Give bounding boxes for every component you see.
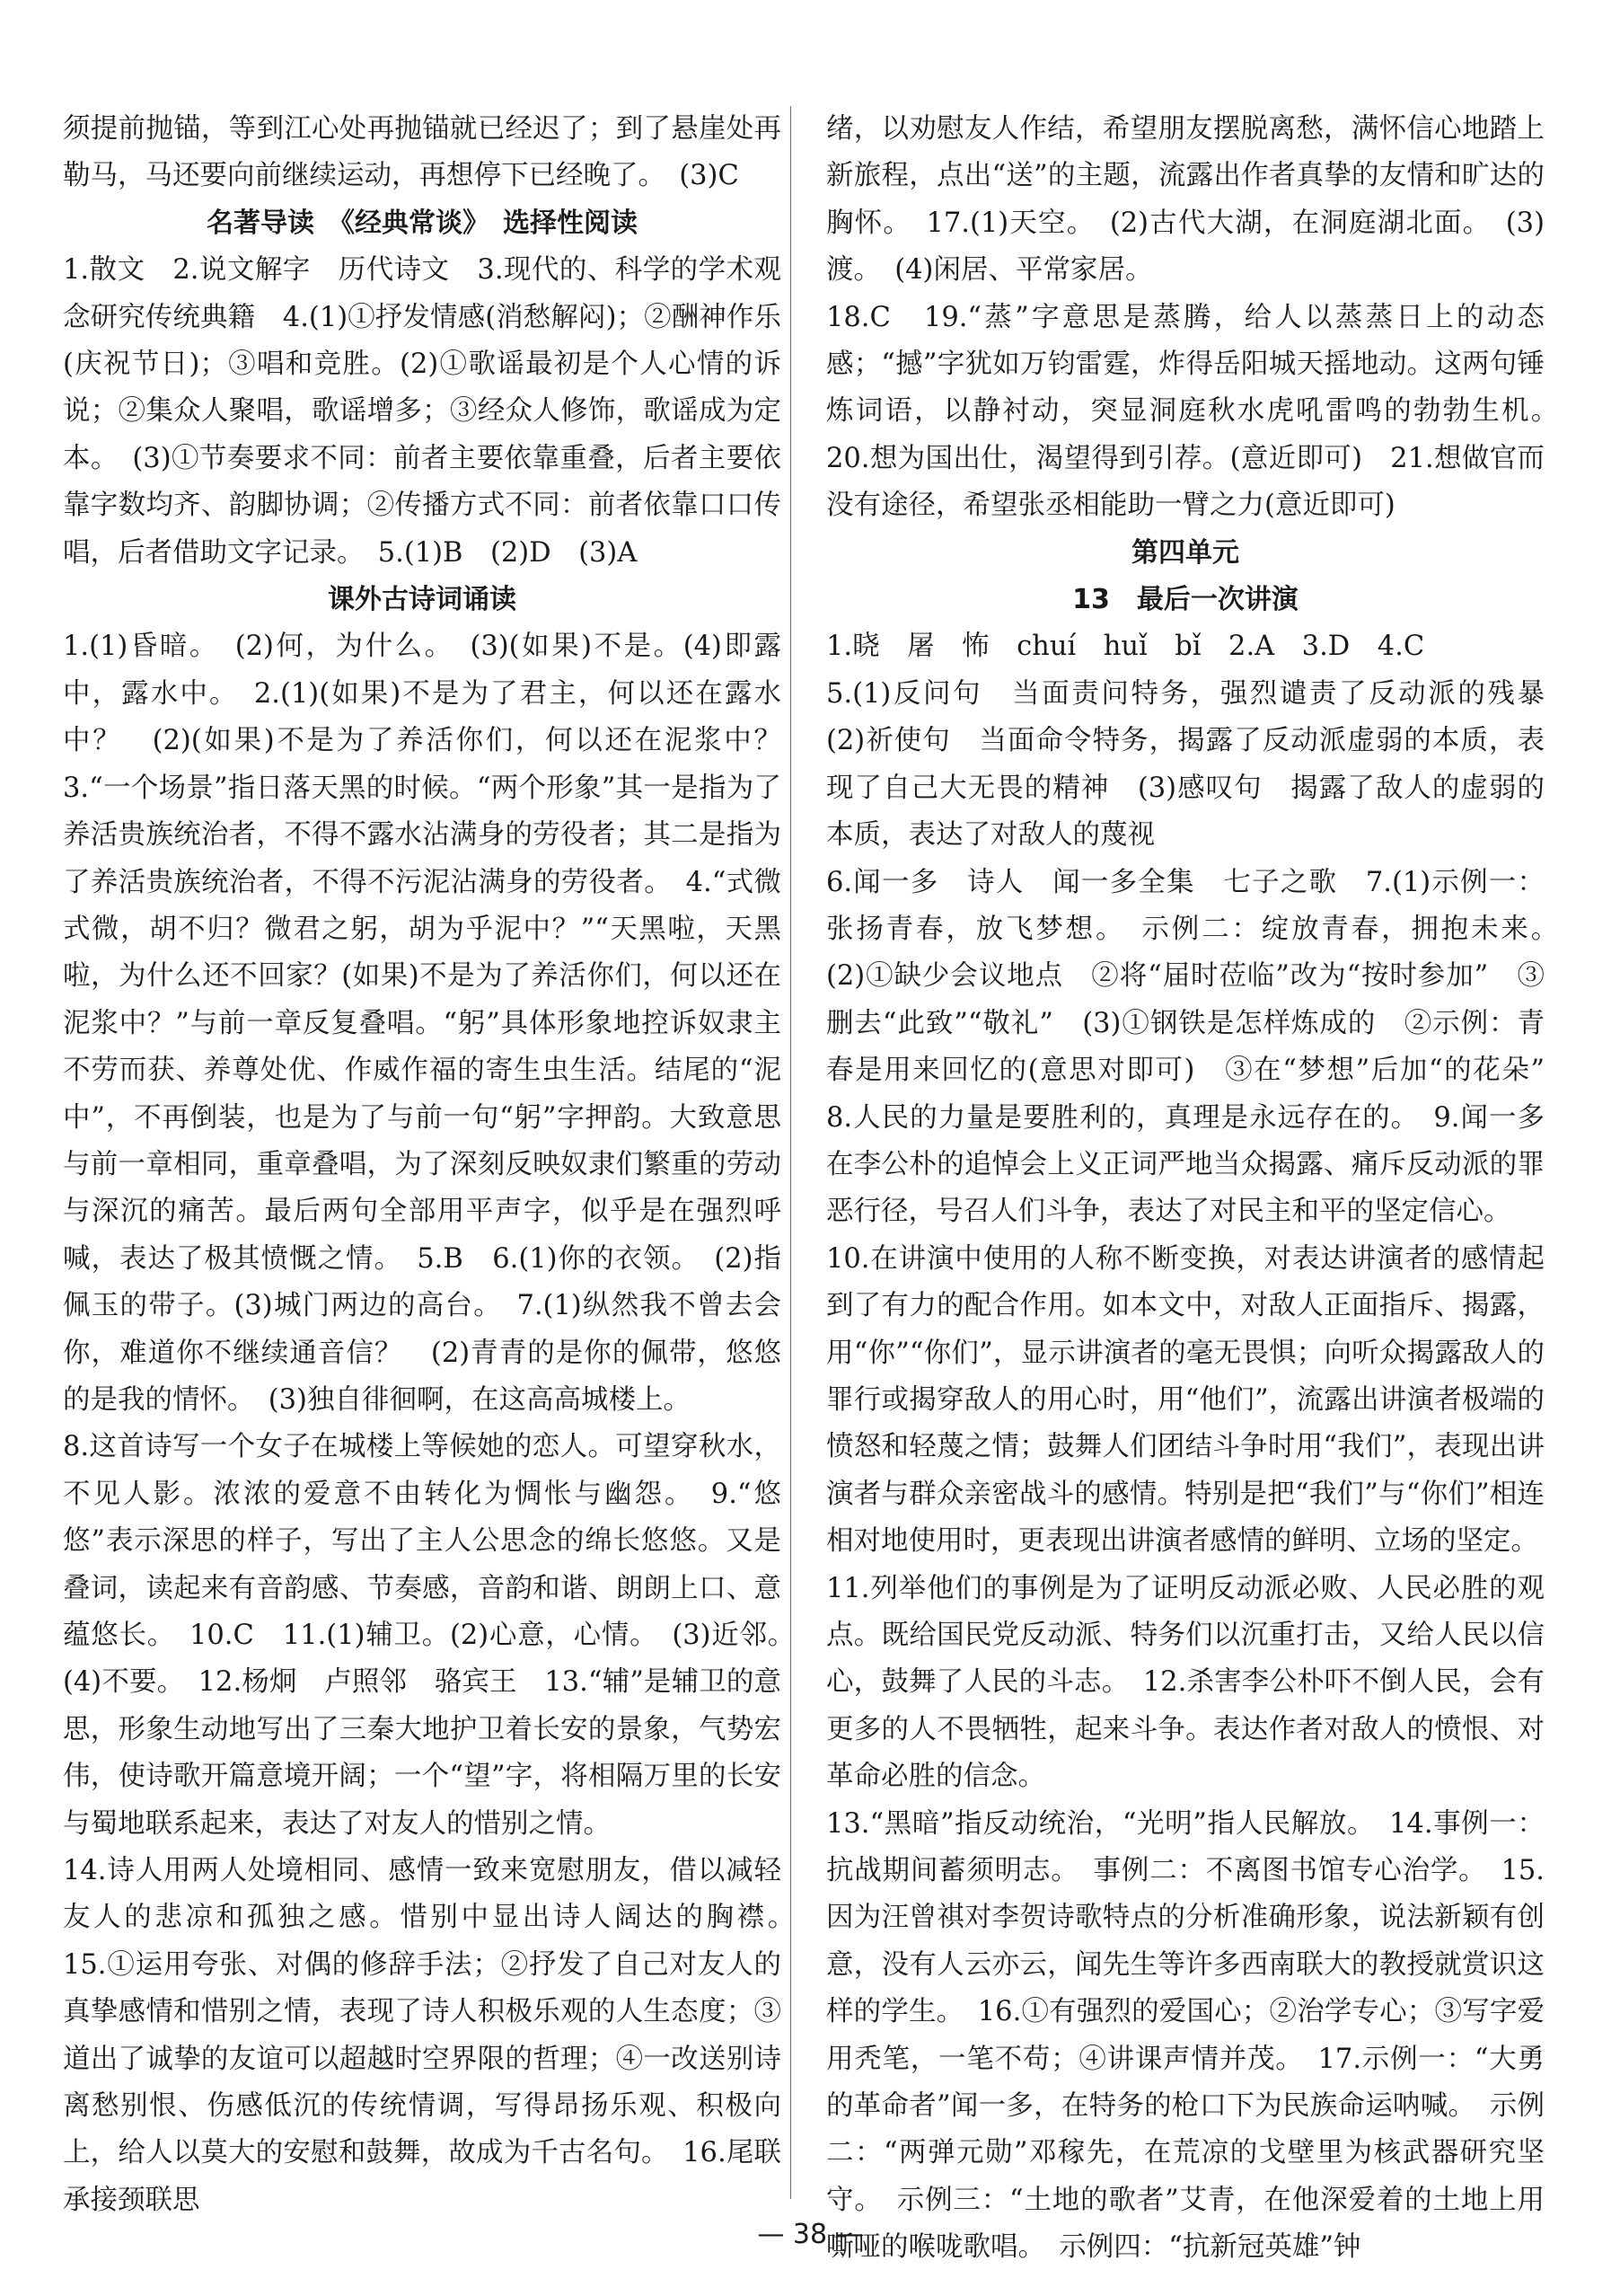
answer-paragraph: 绪，以劝慰友人作结，希望朋友摆脱离愁，满怀信心地踏上新旅程，点出“送”的主题，流露出作者真挚的友情和旷达的胸怀。 17.(1)天空。 (2)古代大湖，在洞庭湖北面。 (3)渡。 (4)闲居、平常家居。: [826, 113, 1545, 287]
section-heading: 名著导读 《经典常谈》 选择性阅读: [207, 207, 638, 239]
answer-paragraph: 11.列举他们的事例是为了证明反动派必败、人民必胜的观点。既给国民党反动派、特务们以沉重打击，又给人民以信心，鼓舞了人民的斗志。 12.杀害李公朴吓不倒人民，会有更多的人不畏牺牲，起来斗争。表达作者对敌人的愤恨、对革命必胜的信念。: [826, 1572, 1545, 1793]
answer-paragraph: 13.“黑暗”指反动统治，“光明”指人民解放。 14.事例一：抗战期间蓄须明志。 事例二：不离图书馆专心治学。 15.因为汪曾祺对李贺诗歌特点的分析准确形象，说法新颖有创意，没有人云亦云，闻先生等许多西南联大的教授就赏识这样的学生。 16.①有强烈的爱国心；②治学专心；③写字爱用秃笔，一笔不苟；④讲课声情并茂。 17.示例一：“大勇的革命者”闻一多，在特务的枪口下为民族命运呐喊。 示例二：“两弹元勋”邓稼先，在荒凉的戈壁里为核武器研究坚守。 示例三：“土地的歌者”艾青，在他深爱着的土地上用嘶哑的喉咙歌唱。 示例四：“抗新冠英雄”钟: [826, 1807, 1545, 2264]
answer-paragraph: 1.(1)昏暗。 (2)何，为什么。 (3)(如果)不是。(4)即露中，露水中。 2.(1)(如果)不是为了君主，何以还在露水中？ (2)(如果)不是为了养活你们，何以还在泥浆中？ 3.“一个场景”指日落天黑的时候。“两个形象”其一是指为了养活贵族统治者，不得不露水沾满身的劳役者；其二是指为了养活贵族统治者，不得不污泥沾满身的劳役者。 4.“式微式微，胡不归？微君之躬，胡为乎泥中？”“天黑啦，天黑啦，为什么还不回家？(如果)不是为了养活你们，何以还在泥浆中？”与前一章反复叠唱。“躬”具体形象地控诉奴隶主不劳而获、养尊处优、作威作福的寄生虫生活。结尾的“泥中”，不再倒装，也是为了与前一句“躬”字押韵。大致意思与前一章相同，重章叠唱，为了深刻反映奴隶们繁重的劳动与深沉的痛苦。最后两句全部用平声字，似乎是在强烈呼喊，表达了极其愤慨之情。 5.B 6.(1)你的衣领。 (2)指佩玉的带子。(3)城门两边的高台。 7.(1)纵然我不曾去会你，难道你不继续通音信？ (2)青青的是你的佩带，悠悠的是我的情怀。 (3)独自徘徊啊，在这高高城楼上。: [63, 631, 809, 1416]
section-heading: 第四单元: [1131, 536, 1239, 569]
answer-paragraph: 18.C 19.“蒸”字意思是蒸腾，给人以蒸蒸日上的动态感；“撼”字犹如万钧雷霆，炸得岳阳城天摇地动。这两句锤炼词语，以静衬动，突显洞庭秋水虎吼雷鸣的勃勃生机。 20.想为国出仕，渴望得到引荐。(意近即可) 21.想做官而没有途径，希望张丞相能助一臂之力(意近即可): [826, 301, 1572, 522]
answer-paragraph: 1.晓 屠 怖 chuí huǐ bǐ 2.A 3.D 4.C: [826, 631, 1425, 663]
answer-paragraph: 8.这首诗写一个女子在城楼上等候她的恋人。可望穿秋水，不见人影。浓浓的爱意不由转化为惆怅与幽怨。 9.“悠悠”表示深思的样子，写出了主人公思念的绵长悠悠。又是叠词，读起来有音韵感、节奏感，音韵和谐、朗朗上口、意蕴悠长。 10.C 11.(1)辅卫。(2)心意，心情。 (3)近邻。 (4)不要。 12.杨炯 卢照邻 骆宾王 13.“辅”是辅卫的意思，形象生动地写出了三秦大地护卫着长安的景象，气势宏伟，使诗歌开篇意境开阔；一个“望”字，将相隔万里的长安与蜀地联系起来，表达了对友人的惜别之情。: [63, 1431, 809, 1840]
section-heading: 13 最后一次讲演: [1072, 584, 1299, 616]
page-number: — 38 —: [757, 2219, 863, 2250]
section-heading: 课外古诗词诵读: [328, 584, 516, 616]
right-column: [826, 106, 1572, 2272]
answer-paragraph: 14.诗人用两人处境相同、感情一致来宽慰朋友，借以减轻友人的悲凉和孤独之感。惜别中显出诗人阔达的胸襟。 15.①运用夸张、对偶的修辞手法；②抒发了自己对友人的真挚感情和惜别之情，表现了诗人积极乐观的人生态度；③道出了诚挚的友谊可以超越时空界限的哲理；④一改送别诗离愁别恨、伤感低沉的传统情调，写得昂扬乐观、积极向上，给人以莫大的安慰和鼓舞，故成为千古名句。 16.尾联承接颈联思: [63, 1855, 809, 2216]
answer-paragraph: 1.散文 2.说文解字 历代诗文 3.现代的、科学的学术观念研究传统典籍 4.(1)①抒发情感(消愁解闷)；②酬神作乐(庆祝节日)；③唱和竞胜。(2)①歌谣最初是个人心情的诉说；②集众人聚唱，歌谣增多；③经众人修饰，歌谣成为定本。 (3)①节奏要求不同：前者主要依靠重叠，后者主要依靠字数均齐、韵脚协调；②传播方式不同：前者依靠口口传唱，后者借助文字记录。 5.(1)B (2)D (3)A: [63, 254, 781, 569]
answer-paragraph: 5.(1)反问句 当面责问特务，强烈谴责了反动派的残暴 (2)祈使句 当面命令特务，揭露了反动派虚弱的本质，表现了自己大无畏的精神 (3)感叹句 揭露了敌人的虚弱的本质，表达了对敌人的蔑视: [826, 677, 1572, 852]
answer-paragraph: 6.闻一多 诗人 闻一多全集 七子之歌 7.(1)示例一：张扬青春，放飞梦想。 示例二：绽放青春，拥抱未来。 (2)①缺少会议地点 ②将“届时莅临”改为“按时参加” ③删去“此致”“敬礼” (3)①钢铁是怎样炼成的 ②示例：青春是用来回忆的(意思对即可) ③在“梦想”后加“的花朵” 8.人民的力量是要胜利的，真理是永远存在的。 9.闻一多在李公朴的追悼会上义正词严地当众揭露、痛斥反动派的罪恶行径，号召人们斗争，表达了对民主和平的坚定信心。: [826, 866, 1572, 1228]
left-column: [63, 106, 809, 2224]
answer-paragraph: 10.在讲演中使用的人称不断变换，对表达讲演者的感情起到了有力的配合作用。如本文中，对敌人正面指斥、揭露，用“你”“你们”，显示讲演者的毫无畏惧；向听众揭露敌人的罪行或揭穿敌人的用心时，用“他们”，流露出讲演者极端的愤怒和轻蔑之情；鼓舞人们团结斗争时用“我们”，表现出讲演者与群众亲密战斗的感情。特别是把“我们”与“你们”相连相对地使用时，更表现出讲演者感情的鲜明、立场的坚定。: [826, 1242, 1545, 1558]
column-divider: [790, 106, 791, 2199]
answer-paragraph: 须提前抛锚，等到江心处再抛锚就已经迟了；到了悬崖处再勒马，马还要向前继续运动，再想停下已经晚了。 (3)C: [63, 113, 781, 192]
